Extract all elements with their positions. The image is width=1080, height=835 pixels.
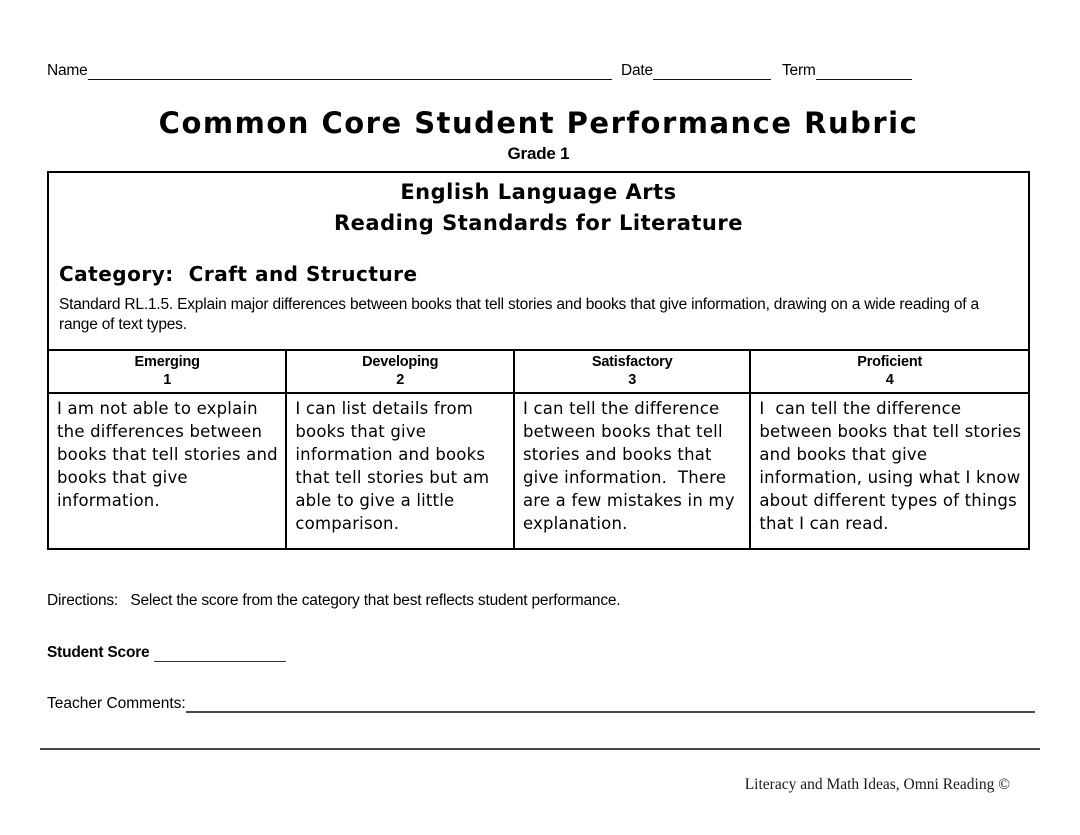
- level-score: 4: [885, 372, 894, 388]
- descriptor-satisfactory: I can tell the difference between books that tell stories and books that give information. There are a few mistakes in my explanation.: [514, 393, 750, 549]
- level-label: Emerging: [134, 354, 200, 370]
- level-header-developing: [286, 350, 514, 393]
- student-score-field: [47, 644, 1030, 662]
- name-field: [47, 62, 612, 80]
- level-header-proficient: [750, 350, 1029, 393]
- level-score: 1: [163, 372, 172, 388]
- standard-text: Standard RL.1.5. Explain major differences between books that tell stories and books that give information, drawing on a wide reading of a range of text types.: [59, 296, 984, 333]
- rubric-descriptor-row: [48, 393, 1029, 549]
- subject-subtitle: Reading Standards for Literature: [333, 211, 743, 235]
- teacher-comments-field: [47, 695, 1035, 713]
- level-label: Satisfactory: [591, 354, 673, 370]
- header-fields-row: [47, 60, 1030, 80]
- student-score-blank-line: [154, 646, 286, 662]
- level-label: Proficient: [857, 354, 923, 370]
- name-blank-line: [88, 64, 612, 80]
- date-label: Date: [621, 62, 653, 79]
- rubric-header-row: [48, 350, 1029, 393]
- level-header-satisfactory: [514, 350, 750, 393]
- teacher-comments-blank-line: [186, 697, 1035, 713]
- rubric-info-cell: [48, 172, 1029, 350]
- level-header-emerging: [48, 350, 286, 393]
- footer-credit: Literacy and Math Ideas, Omni Reading ©: [744, 776, 1010, 793]
- term-field: [782, 62, 912, 80]
- student-score-label: Student Score: [47, 644, 150, 661]
- subject-title: English Language Arts: [400, 180, 677, 204]
- descriptor-proficient: I can tell the difference between books that tell stories and books that give information, using what I know about different types of things that I can read.: [750, 393, 1029, 549]
- category-line: Category: Craft and Structure: [59, 262, 418, 286]
- date-field: [621, 62, 771, 80]
- term-blank-line: [816, 64, 912, 80]
- level-score: 2: [396, 372, 405, 388]
- term-label: Term: [782, 62, 816, 79]
- descriptor-emerging: I am not able to explain the differences between books that tell stories and books that give information.: [48, 393, 286, 549]
- level-label: Developing: [362, 354, 439, 370]
- rubric-table: [47, 171, 1030, 550]
- level-score: 3: [628, 372, 637, 388]
- page-title: Common Core Student Performance Rubric: [158, 106, 919, 140]
- directions-text: Directions: Select the score from the category that best reflects student performance.: [47, 592, 621, 609]
- date-blank-line: [653, 64, 771, 80]
- name-label: Name: [47, 62, 88, 79]
- teacher-comments-blank-line-2: [40, 738, 1040, 750]
- teacher-comments-label: Teacher Comments:: [47, 695, 186, 712]
- grade-label: Grade 1: [507, 144, 570, 163]
- descriptor-developing: I can list details from books that give information and books that tell stories but am able to give a little comparison.: [286, 393, 514, 549]
